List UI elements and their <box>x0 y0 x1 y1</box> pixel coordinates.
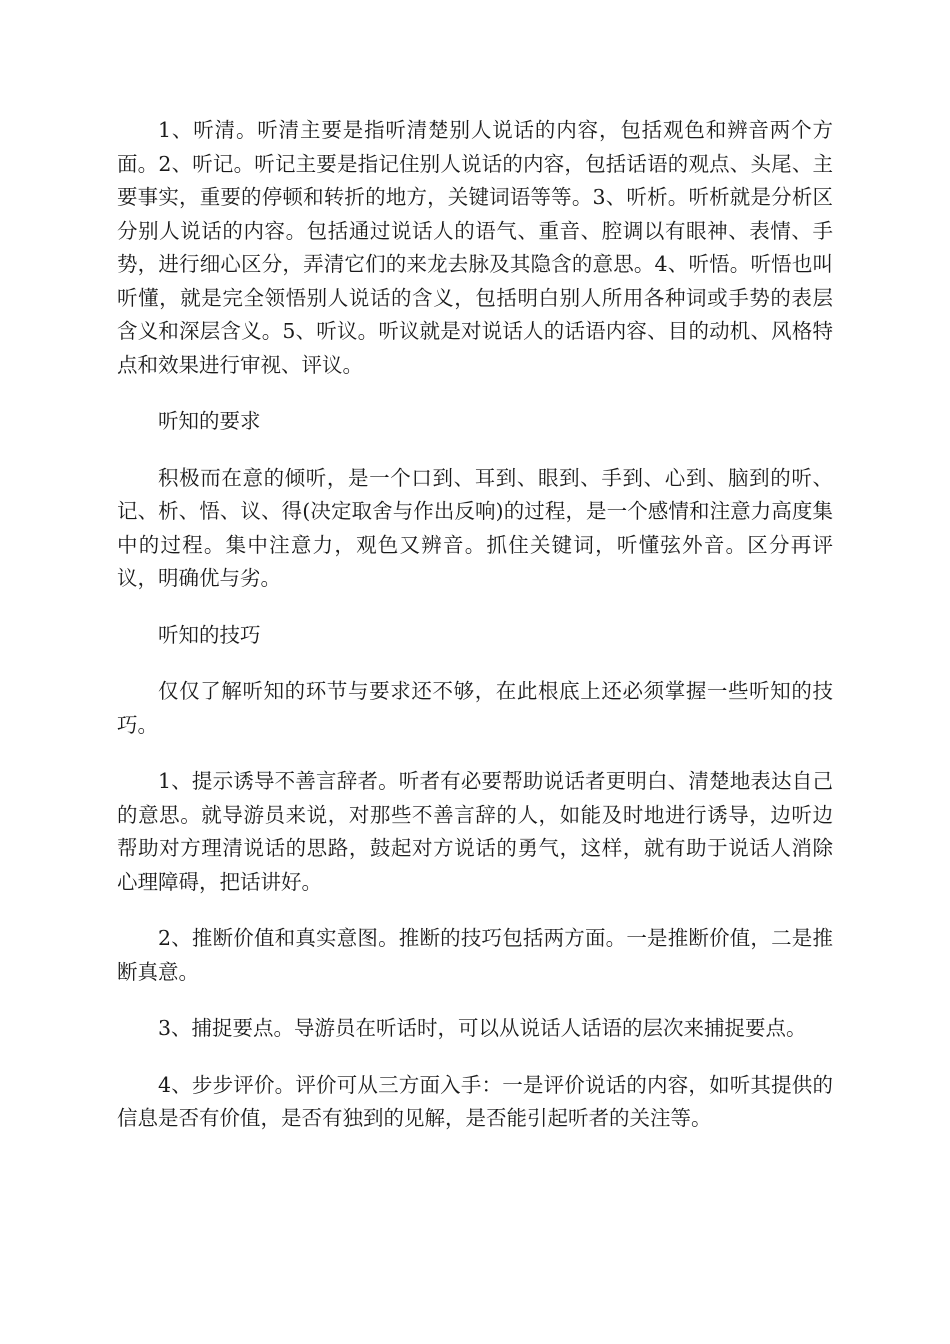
paragraph-requirements: 积极而在意的倾听，是一个口到、耳到、眼到、手到、心到、脑到的听、记、析、悟、议、得(决定取舍与作出反响)的过程，是一个感情和注意力高度集中的过程。集中注意力，观色又辨音。抓住关键词，听懂弦外音。区分再评议，明确优与劣。 <box>117 465 833 590</box>
paragraph-skill-4: 4、步步评价。评价可从三方面入手：一是评价说话的内容，如听其提供的信息是否有价值，是否有独到的见解，是否能引起听者的关注等。 <box>117 1072 833 1130</box>
paragraph-skill-1: 1、提示诱导不善言辞者。听者有必要帮助说话者更明白、清楚地表达自己的意思。就导游员来说，对那些不善言辞的人，如能及时地进行诱导，边听边帮助对方理清说话的思路，鼓起对方说话的勇气，这样，就有助于说话人消除心理障碍，把话讲好。 <box>117 769 833 894</box>
heading-listening-requirements: 听知的要求 <box>158 409 261 433</box>
paragraph-skill-3: 3、捕捉要点。导游员在听话时，可以从说话人话语的层次来捕捉要点。 <box>158 1016 807 1040</box>
paragraph-skill-2: 2、推断价值和真实意图。推断的技巧包括两方面。一是推断价值，二是推断真意。 <box>117 926 833 984</box>
paragraph-skills-intro: 仅仅了解听知的环节与要求还不够，在此根底上还必须掌握一些听知的技巧。 <box>117 679 833 737</box>
paragraph-listening-stages: 1、听清。听清主要是指听清楚别人说话的内容，包括观色和辨音两个方面。2、听记。听记主要是指记住别人说话的内容，包括话语的观点、头尾、主要事实，重要的停顿和转折的地方，关键词语等等。3、听析。听析就是分析区分别人说话的内容。包括通过说话人的语气、重音、腔调以有眼神、表情、手势，进行细心区分，弄清它们的来龙去脉及其隐含的意思。4、听悟。听悟也叫听懂，就是完全领悟别人说话的含义，包括明白别人所用各种词或手势的表层含义和深层含义。5、听议。听议就是对说话人的话语内容、目的动机、风格特点和效果进行审视、评议。 <box>117 118 833 377</box>
heading-listening-skills: 听知的技巧 <box>158 622 261 647</box>
document-page <box>117 114 833 1159</box>
